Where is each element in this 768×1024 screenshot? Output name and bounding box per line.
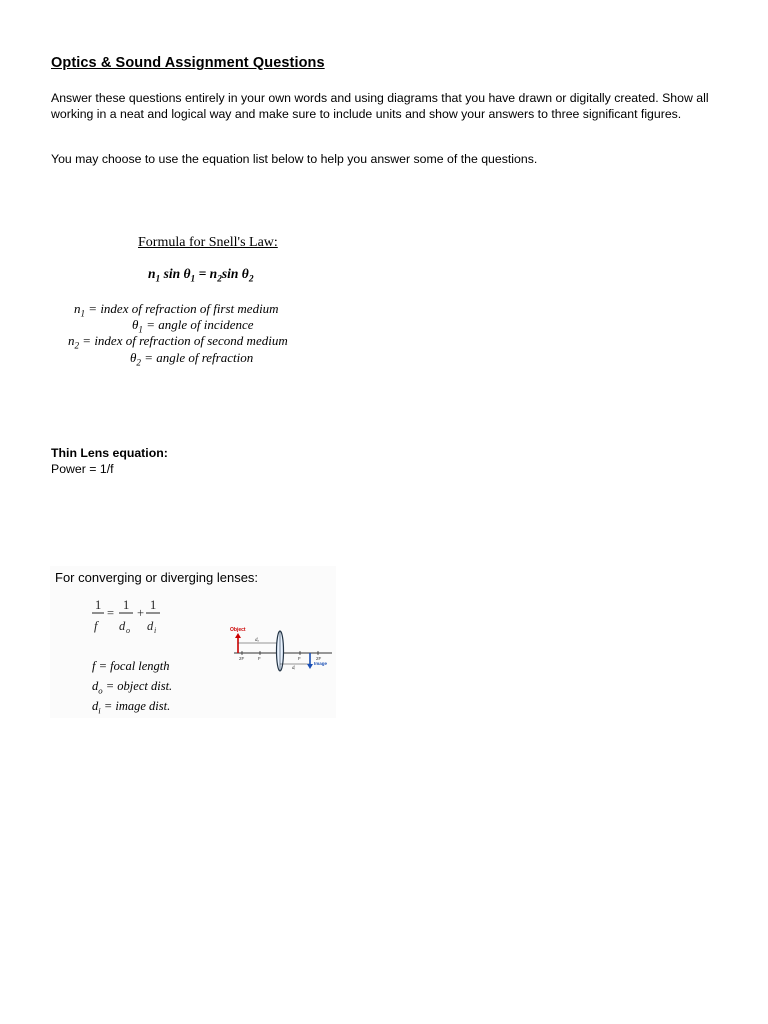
svg-text:F: F (298, 656, 301, 661)
image-distance-definition: $d_i$ = image dist. (92, 699, 171, 716)
di-label: dᵢ (292, 666, 296, 671)
svg-text:d: d (119, 619, 126, 633)
snell-equation: $n_1$ $\sin \theta_1 = n_2\sin$ $\theta_2$ (148, 266, 254, 285)
svg-text:d: d (147, 619, 154, 633)
svg-text:1: 1 (150, 598, 157, 612)
thin-lens-heading: Thin Lens equation: (51, 446, 168, 460)
theta1-definition: $\theta_1$ = angle of incidence (132, 317, 254, 335)
focal-length-definition: f = focal length (92, 659, 170, 673)
do-label: dₒ (255, 638, 259, 643)
svg-text:i: i (154, 626, 157, 635)
object-label: Object (230, 627, 246, 633)
lens-equation (86, 596, 166, 640)
equation-note: You may choose to use the equation list below to help you answer some of the questions. (51, 152, 538, 166)
intro-paragraph: Answer these questions entirely in your own words and using diagrams that you have drawn or digitally created. Show all working in a neat and logical way and make sure to include units and show your answers to three significant figures. (51, 91, 709, 121)
svg-text:1: 1 (95, 598, 102, 612)
object-distance-definition: $d_o$ = object dist. (92, 679, 173, 696)
converging-heading: For converging or diverging lenses: (55, 570, 259, 585)
page-title: Optics & Sound Assignment Questions (51, 55, 325, 71)
svg-text:2F: 2F (316, 656, 322, 661)
svg-text:+: + (137, 606, 145, 620)
theta2-definition: $\theta_2$ = angle of refraction (130, 350, 254, 368)
n2-definition: $n_2$ = index of refraction of second medium (68, 333, 288, 351)
power-formula: Power = 1/f (51, 462, 114, 476)
svg-text:o: o (126, 626, 130, 635)
lens-ray-diagram (228, 624, 336, 674)
svg-text:1: 1 (123, 598, 130, 612)
svg-text:F: F (258, 656, 261, 661)
snell-heading: Formula for Snell's Law: (138, 235, 278, 250)
svg-text:2F: 2F (239, 656, 245, 661)
svg-text:=: = (107, 606, 115, 620)
image-label: Image (314, 661, 328, 666)
svg-text:f: f (94, 619, 98, 633)
n1-definition: $n_1$ = index of refraction of first medium (74, 301, 279, 319)
